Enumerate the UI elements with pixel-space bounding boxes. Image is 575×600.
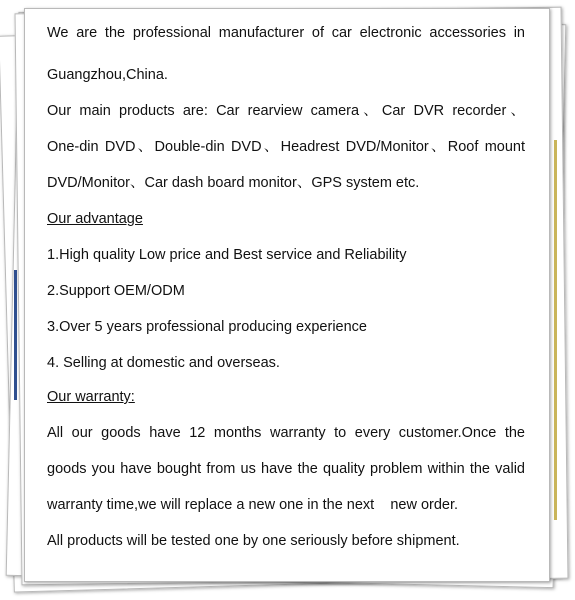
products-line-3: DVD/Monitor、Car dash board monitor、GPS system etc.	[47, 175, 420, 191]
advantage-item: 3.Over 5 years professional producing experience	[47, 319, 367, 335]
advantage-item: 4. Selling at domestic and overseas.	[47, 355, 280, 371]
warranty-heading: Our warranty:	[47, 389, 135, 405]
warranty-line-3: warranty time,we will replace a new one in the next new order.	[47, 497, 459, 513]
paper-edge-accent-right	[554, 140, 557, 520]
advantage-heading: Our advantage	[47, 211, 143, 227]
products-line-2: One-din DVD、Double-din DVD、Headrest DVD/Monitor、Roof mount	[47, 139, 525, 155]
warranty-line-1: All our goods have 12 months warranty to every customer.Once the	[47, 425, 525, 441]
products-line-1: Our main products are: Car rearview camera、Car DVR recorder、	[47, 103, 525, 119]
advantage-item: 1.High quality Low price and Best service and Reliability	[47, 247, 407, 263]
closing-statement: All products will be tested one by one seriously before shipment.	[47, 533, 460, 549]
warranty-line-2: goods you have bought from us have the quality problem within the valid	[47, 461, 525, 477]
intro-line-2: Guangzhou,China.	[47, 67, 168, 83]
intro-line-1: We are the professional manufacturer of car electronic accessories in	[47, 25, 525, 41]
paper-edge-accent-left	[14, 270, 17, 400]
advantage-item: 2.Support OEM/ODM	[47, 283, 185, 299]
